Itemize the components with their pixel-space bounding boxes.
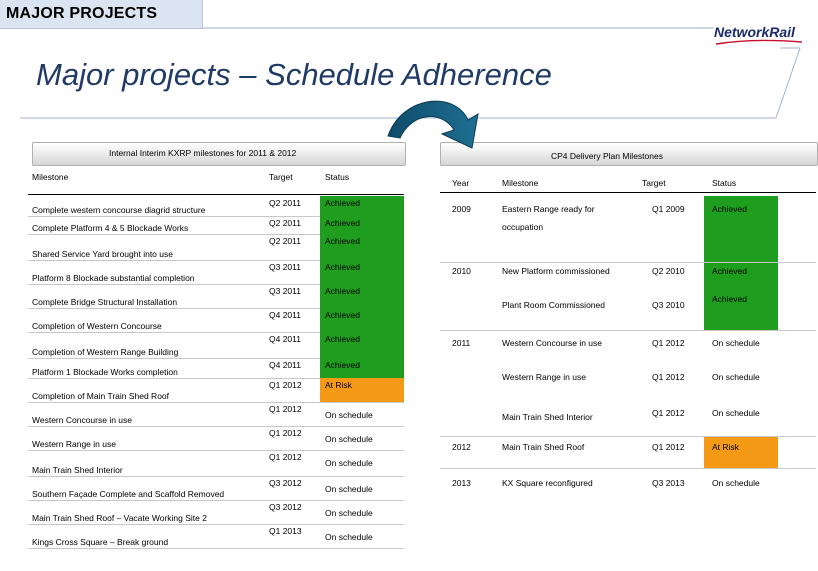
right-row-target: Q2 2010 <box>652 266 685 276</box>
right-row-milestone: Plant Room Commissioned <box>502 300 605 310</box>
left-row-status: Achieved <box>325 286 360 296</box>
left-row-rule <box>28 500 404 501</box>
right-milestones-table <box>440 166 816 506</box>
right-row-milestone: New Platform commissioned <box>502 266 610 276</box>
right-row-rule <box>440 262 816 263</box>
right-row-milestone: KX Square reconfigured <box>502 478 593 488</box>
left-row-target: Q2 2011 <box>269 236 301 246</box>
left-row-target: Q3 2012 <box>269 502 302 512</box>
left-row-status: Achieved <box>325 236 360 246</box>
right-col-target: Target <box>642 178 666 188</box>
right-row-milestone: Eastern Range ready for <box>502 204 595 214</box>
curved-arrow-icon <box>380 90 492 160</box>
left-row-rule <box>28 402 404 403</box>
right-col-status: Status <box>712 178 737 188</box>
left-row-target: Q3 2011 <box>269 286 301 296</box>
left-row-target: Q1 2012 <box>269 452 302 462</box>
left-panel-caption: Internal Interim KXRP milestones for 2011 & 2012 <box>109 148 297 158</box>
right-row-status: On schedule <box>712 478 760 488</box>
network-rail-logo <box>714 24 806 48</box>
left-row-milestone: Main Train Shed Interior <box>32 465 123 475</box>
left-row-milestone: Completion of Main Train Shed Roof <box>32 391 170 401</box>
right-row-year: 2010 <box>452 266 471 276</box>
left-col-milestone: Milestone <box>32 172 69 182</box>
left-row-rule <box>28 476 404 477</box>
left-row-milestone: Completion of Western Concourse <box>32 321 162 331</box>
right-row-target: Q1 2012 <box>652 408 685 418</box>
left-row-target: Q4 2011 <box>269 310 301 320</box>
right-row-status: Achieved <box>712 204 747 214</box>
left-row-status: Achieved <box>325 262 360 272</box>
right-row-milestone-cont: occupation <box>502 222 544 232</box>
right-row-status: Achieved <box>712 266 747 276</box>
left-row-milestone: Southern Façade Complete and Scaffold Removed <box>32 489 225 499</box>
left-row-target: Q2 2011 <box>269 198 301 208</box>
section-tag-label: MAJOR PROJECTS <box>6 5 158 22</box>
left-row-target: Q2 2011 <box>269 218 301 228</box>
left-row-milestone: Western Range in use <box>32 439 116 449</box>
left-row-rule <box>28 426 404 427</box>
right-row-status: Achieved <box>712 294 747 304</box>
left-row-rule <box>28 548 404 549</box>
left-row-target: Q3 2011 <box>269 262 301 272</box>
left-row-milestone: Complete Platform 4 & 5 Blockade Works <box>32 223 189 233</box>
left-panel-header <box>32 142 406 166</box>
left-row-status: Achieved <box>325 360 360 370</box>
right-header-rule <box>440 192 816 193</box>
right-row-status: On schedule <box>712 372 760 382</box>
right-row-rule <box>440 468 816 469</box>
left-row-milestone: Kings Cross Square – Break ground <box>32 537 169 547</box>
left-row-target: Q3 2012 <box>269 478 302 488</box>
right-row-year: 2011 <box>452 338 471 348</box>
left-row-target: Q1 2012 <box>269 428 302 438</box>
left-row-milestone: Completion of Western Range Building <box>32 347 179 357</box>
right-row-target: Q1 2009 <box>652 204 685 214</box>
right-row-milestone: Western Range in use <box>502 372 586 382</box>
right-panel-header <box>440 142 818 166</box>
right-row-milestone: Main Train Shed Roof <box>502 442 585 452</box>
right-row-target: Q3 2010 <box>652 300 685 310</box>
right-row-target: Q3 2013 <box>652 478 685 488</box>
right-row-milestone: Western Concourse in use <box>502 338 603 348</box>
logo-swoosh-icon <box>714 24 806 48</box>
left-row-status: On schedule <box>325 532 373 542</box>
right-row-target: Q1 2012 <box>652 442 685 452</box>
left-row-status: On schedule <box>325 410 373 420</box>
right-row-year: 2012 <box>452 442 471 452</box>
left-col-status: Status <box>325 172 350 182</box>
right-row-status: On schedule <box>712 408 760 418</box>
left-row-target: Q4 2011 <box>269 334 301 344</box>
right-row-status: At Risk <box>712 442 739 452</box>
right-row-milestone: Main Train Shed Interior <box>502 412 593 422</box>
left-row-milestone: Main Train Shed Roof – Vacate Working Site 2 <box>32 513 207 523</box>
left-row-status: On schedule <box>325 484 373 494</box>
right-row-year: 2013 <box>452 478 471 488</box>
page-title: Major projects – Schedule Adherence <box>36 57 552 92</box>
left-row-rule <box>28 524 404 525</box>
left-row-status: Achieved <box>325 198 360 208</box>
left-row-status: At Risk <box>325 380 352 390</box>
left-row-target: Q1 2012 <box>269 380 302 390</box>
left-row-status: On schedule <box>325 434 373 444</box>
right-row-year: 2009 <box>452 204 471 214</box>
right-col-milestone: Milestone <box>502 178 539 188</box>
left-row-status: Achieved <box>325 334 360 344</box>
left-row-milestone: Shared Service Yard brought into use <box>32 249 173 259</box>
left-row-milestone: Western Concourse in use <box>32 415 133 425</box>
left-header-rule <box>28 194 404 195</box>
logo-text: NetworkRail <box>714 24 795 40</box>
left-row-milestone: Platform 1 Blockade Works completion <box>32 367 178 377</box>
left-milestones-table <box>28 166 404 548</box>
left-row-milestone: Complete western concourse diagrid structure <box>32 205 206 215</box>
left-row-status: On schedule <box>325 458 373 468</box>
left-row-status: Achieved <box>325 218 360 228</box>
right-status-fill <box>704 436 778 468</box>
left-row-status: Achieved <box>325 310 360 320</box>
right-panel-caption: CP4 Delivery Plan Milestones <box>551 151 663 161</box>
left-col-target: Target <box>269 172 293 182</box>
left-row-milestone: Complete Bridge Structural Installation <box>32 297 178 307</box>
right-row-status: On schedule <box>712 338 760 348</box>
left-row-status: On schedule <box>325 508 373 518</box>
left-row-target: Q1 2012 <box>269 404 302 414</box>
right-row-target: Q1 2012 <box>652 338 685 348</box>
left-row-rule <box>28 450 404 451</box>
right-col-year: Year <box>452 178 470 188</box>
right-row-target: Q1 2012 <box>652 372 685 382</box>
left-row-target: Q1 2013 <box>269 526 302 536</box>
right-row-rule <box>440 436 816 437</box>
left-row-target: Q4 2011 <box>269 360 301 370</box>
right-row-rule <box>440 330 816 331</box>
left-row-milestone: Platform 8 Blockade substantial completion <box>32 273 195 283</box>
